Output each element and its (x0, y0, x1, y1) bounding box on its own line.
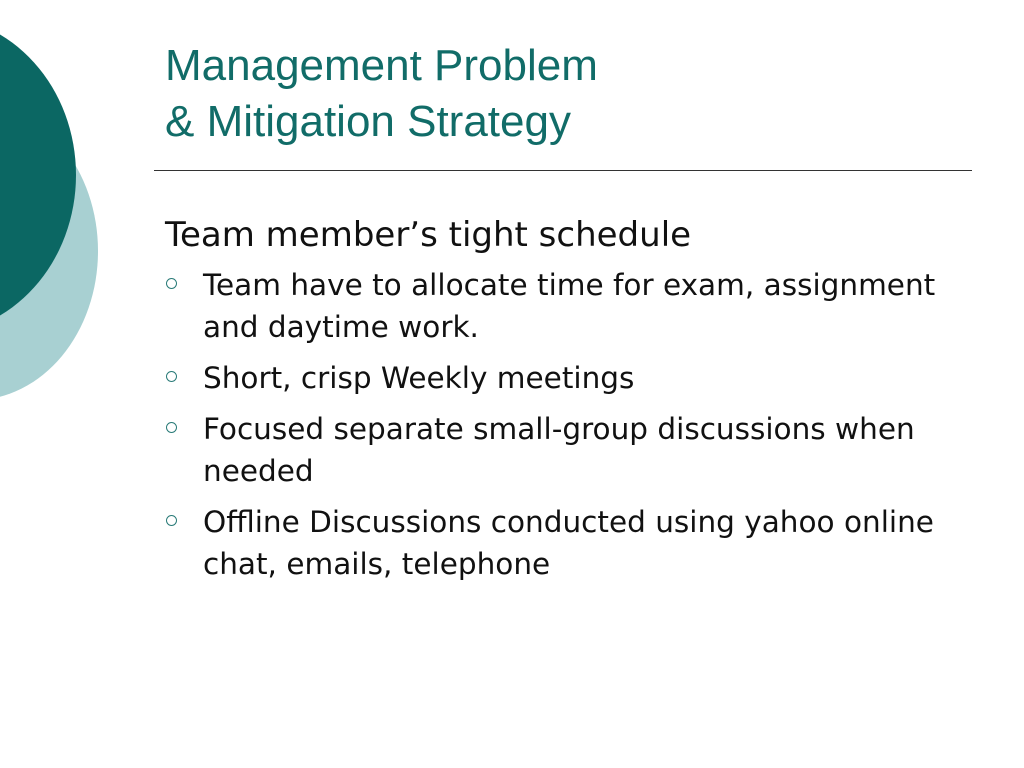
content-heading: Team member’s tight schedule (165, 215, 692, 255)
bullet-item (165, 264, 985, 348)
hollow-circle-bullet-icon (166, 515, 177, 526)
hollow-circle-bullet-icon (166, 422, 177, 433)
title-divider (154, 170, 972, 171)
slide-content (165, 212, 985, 594)
bullet-text: Offline Discussions conducted using yahoo online chat, emails, telephone (203, 505, 934, 581)
bullet-text: Short, crisp Weekly meetings (203, 361, 635, 395)
bullet-list (165, 264, 985, 585)
bullet-item (165, 408, 985, 492)
slide-title-line-1: Management Problem (165, 41, 598, 90)
bullet-text: Focused separate small-group discussions when needed (203, 412, 915, 488)
bullet-item (165, 501, 985, 585)
slide-title (165, 38, 598, 150)
bullet-item (165, 357, 985, 399)
slide-title-line-2: & Mitigation Strategy (165, 97, 571, 146)
bullet-text: Team have to allocate time for exam, assignment and daytime work. (203, 268, 936, 344)
hollow-circle-bullet-icon (166, 371, 177, 382)
hollow-circle-bullet-icon (166, 278, 177, 289)
